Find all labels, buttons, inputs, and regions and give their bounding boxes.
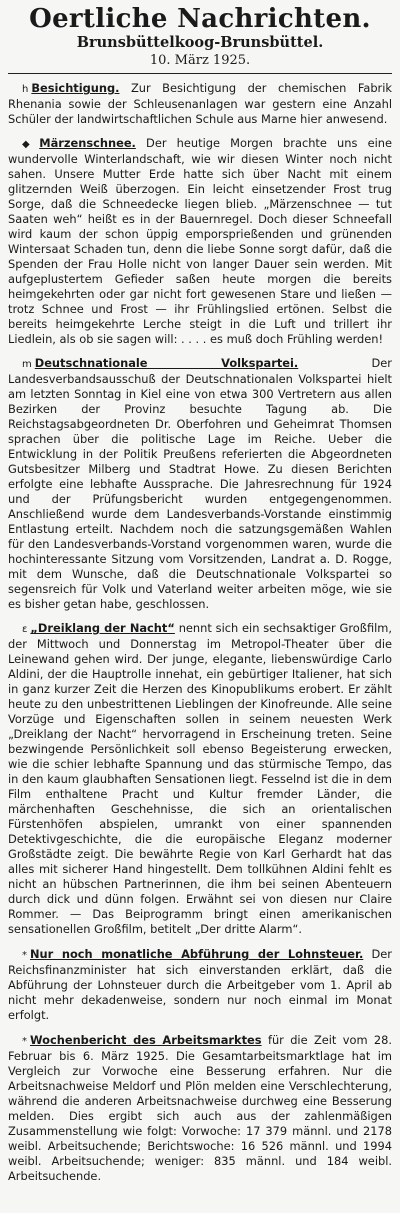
section-subtitle: Brunsbüttelkoog-Brunsbüttel. <box>76 34 324 51</box>
article-body: für die Zeit vom 28. Februar bis 6. März 1925. Die Gesamtarbeitsmarktlage hat im Vergleich zur Vorwoche eine Besserung erfahren. Nur die Arbeitsnachweise Meldorf und Plön melden eine Verschlechterung, während die anderen Arbeitsnachweise durchweg eine Besserung melden. Dies ergibt sich auch aus der zahlenmäßigen Zusammenstellung wie folgt: Vorwoche: 17 379 männl. und 2178 weibl. Arbeitsuchende; Berichtswoche: 16 526 männl. und 1994 weibl. Arbeitsuchende; weniger: 835 männl. und 184 weibl. Arbeitsuchende. <box>8 1033 393 1183</box>
issue-date: 10. März 1925. <box>149 53 251 68</box>
article-headline: Besichtigung. <box>31 81 120 95</box>
article-marker: h <box>22 84 29 95</box>
article-maerzenschnee <box>8 136 392 347</box>
article-headline: Wochenbericht des Arbeitsmarktes <box>30 1033 262 1047</box>
article-marker: ɛ <box>22 624 28 635</box>
asterisk-icon: * <box>22 950 27 961</box>
article-headline: Märzenschnee. <box>39 136 136 150</box>
article-marker: m <box>22 359 32 370</box>
article-dreiklang-der-nacht <box>8 621 392 937</box>
asterisk-icon: * <box>22 1036 27 1047</box>
article-arbeitsmarkt <box>8 1033 392 1184</box>
article-headline: Deutschnationale Volkspartei. <box>34 356 299 370</box>
article-body: Der Landesverbandsausschuß der Deutschnationalen Volkspartei hielt am letzten Sonntag in Kiel eine von etwa 300 Vertretern aus allen Bezirken der Provinz besuchte Tagung ab. Die Reichstagsabgeordneten Dr. Oberfohren und Geheimrat Thomsen sprachen über die politische Lage im Reiche. Ueber die Entwicklung in der Politik Preußens referierten die Abgeordneten Gutsbesitzer Milberg und Stadtrat Howe. Zu diesen Berichten erfolgte eine lebhafte Aussprache. Die Jahresrechnung für 1924 und der Prüfungsbericht wurden entgegengenommen. Anschließend wurde dem Landesverbands-Vorstande einstimmig Entlastung erteilt. Nachdem noch die satzungsgemäßen Wahlen für den Landesverbands-Vorstand vorgenommen waren, wurde die hochinteressante Sitzung vom Vorsitzenden, Landrat a. D. Rogge, mit dem Wunsche, daß die Deutschnationale Volkspartei so segensreich für Volk und Vaterland weiter arbeiten möge, wie sie es bisher getan habe, geschlossen. <box>8 356 392 611</box>
diamond-ornament-icon: ◆ <box>22 139 37 150</box>
article-body: nennt sich ein sechsaktiger Großfilm, der Mittwoch und Donnerstag im Metropol-Theater über die Leinewand gehen wird. Der junge, elegante, liebenswürdige Carlo Aldini, der die Hauptrolle innehat, ein gebürtiger Italiener, hat sich in ganz kurzer Zeit die Herzen des Kinopublikums erobert. Er zählt heute zu den unbestrittenen Lieblingen der Kinofreunde. Alle seine Vorzüge und Eigenschaften sollen in seinem neuesten Werk „Dreiklang der Nacht“ hervorragend in Erscheinung treten. Seine bezwingende Persönlichkeit soll ebenso Begeisterung erwecken, wie die schier lebhafte Spannung und das stürmische Tempo, das in den kaum glaubhaften Sensationen liegt. Fesselnd ist die in dem Film enthaltene Pracht und Kultur fremder Länder, die märchenhaften Geschehnisse, die sich an orientalischen Fürstenhöfen abspielen, umrankt von einer spannenden Detektivgeschichte, die die europäische Eleganz moderner Großstädte zeigt. Die bewährte Regie von Karl Gerhardt hat das alles mit sicherer Hand hingestellt. Dem tollkühnen Aldini fehlt es nicht an hübschen Partnerinnen, die ihm bei seinen Abenteuern durch dick und dünn folgen. Erwähnt sei von diesen nur Claire Rommer. — Das Beiprogramm bringt einen amerikanischen sensationellen Großfilm, betitelt „Der dritte Alarm“. <box>8 621 392 936</box>
article-body: Der heutige Morgen brachte uns eine wundervolle Winterlandschaft, wie wir diesen Winter noch nicht sahen. Unsere Mutter Erde hatte sich über Nacht mit einem glitzernden Weiß überzogen. Ein leicht einsetzender Frost trug Sorge, daß die Schneedecke liegen blieb. „Märzenschnee — tut Saaten weh“ heißt es in der Bauernregel. Doch dieser Schneefall wird kaum der schon üppig emporsprießenden und grünenden Wintersaat Schaden tun, denn die liebe Sonne sorgt dafür, daß die Spenden der Frau Holle nicht von langer Dauer sein werden. Mit aufgeplustertem Gefieder saßen heute morgen die bereits heimgekehrten oder gar nicht fort gewesenen Stare und ließen — trotz Schnee und Frost — ihr Frühlingslied ertönen. Selbst die bereits heimgekehrte Lerche steigt in die Luft und trillert ihr Liedlein, als ob sie sagen will: . . . . es muß doch Frühling werden! <box>8 136 392 346</box>
divider <box>8 73 392 74</box>
masthead <box>8 4 392 69</box>
section-title: Oertliche Nachrichten. <box>29 4 371 34</box>
article-headline: Nur noch monatliche Abführung der Lohnsteuer. <box>30 947 364 961</box>
article-deutschnationale-volkspartei <box>8 356 392 612</box>
article-lohnsteuer <box>8 947 392 1023</box>
article-headline: „Dreiklang der Nacht“ <box>30 621 175 635</box>
article-body: Zur Besichtigung der chemischen Fabrik Rhenania sowie der Schleusenanlagen war gestern eine Anzahl Schüler der landwirtschaftlichen Schule aus Marne hier anwesend. <box>8 81 392 126</box>
article-besichtigung <box>8 81 392 127</box>
article-body: Der Reichsfinanzminister hat sich einverstanden erklärt, daß die Abführung der Lohnsteuer durch die Arbeitgeber vom 1. April ab nicht mehr dekadenweise, sondern nur noch einmal im Monat erfolgt. <box>8 947 392 1022</box>
